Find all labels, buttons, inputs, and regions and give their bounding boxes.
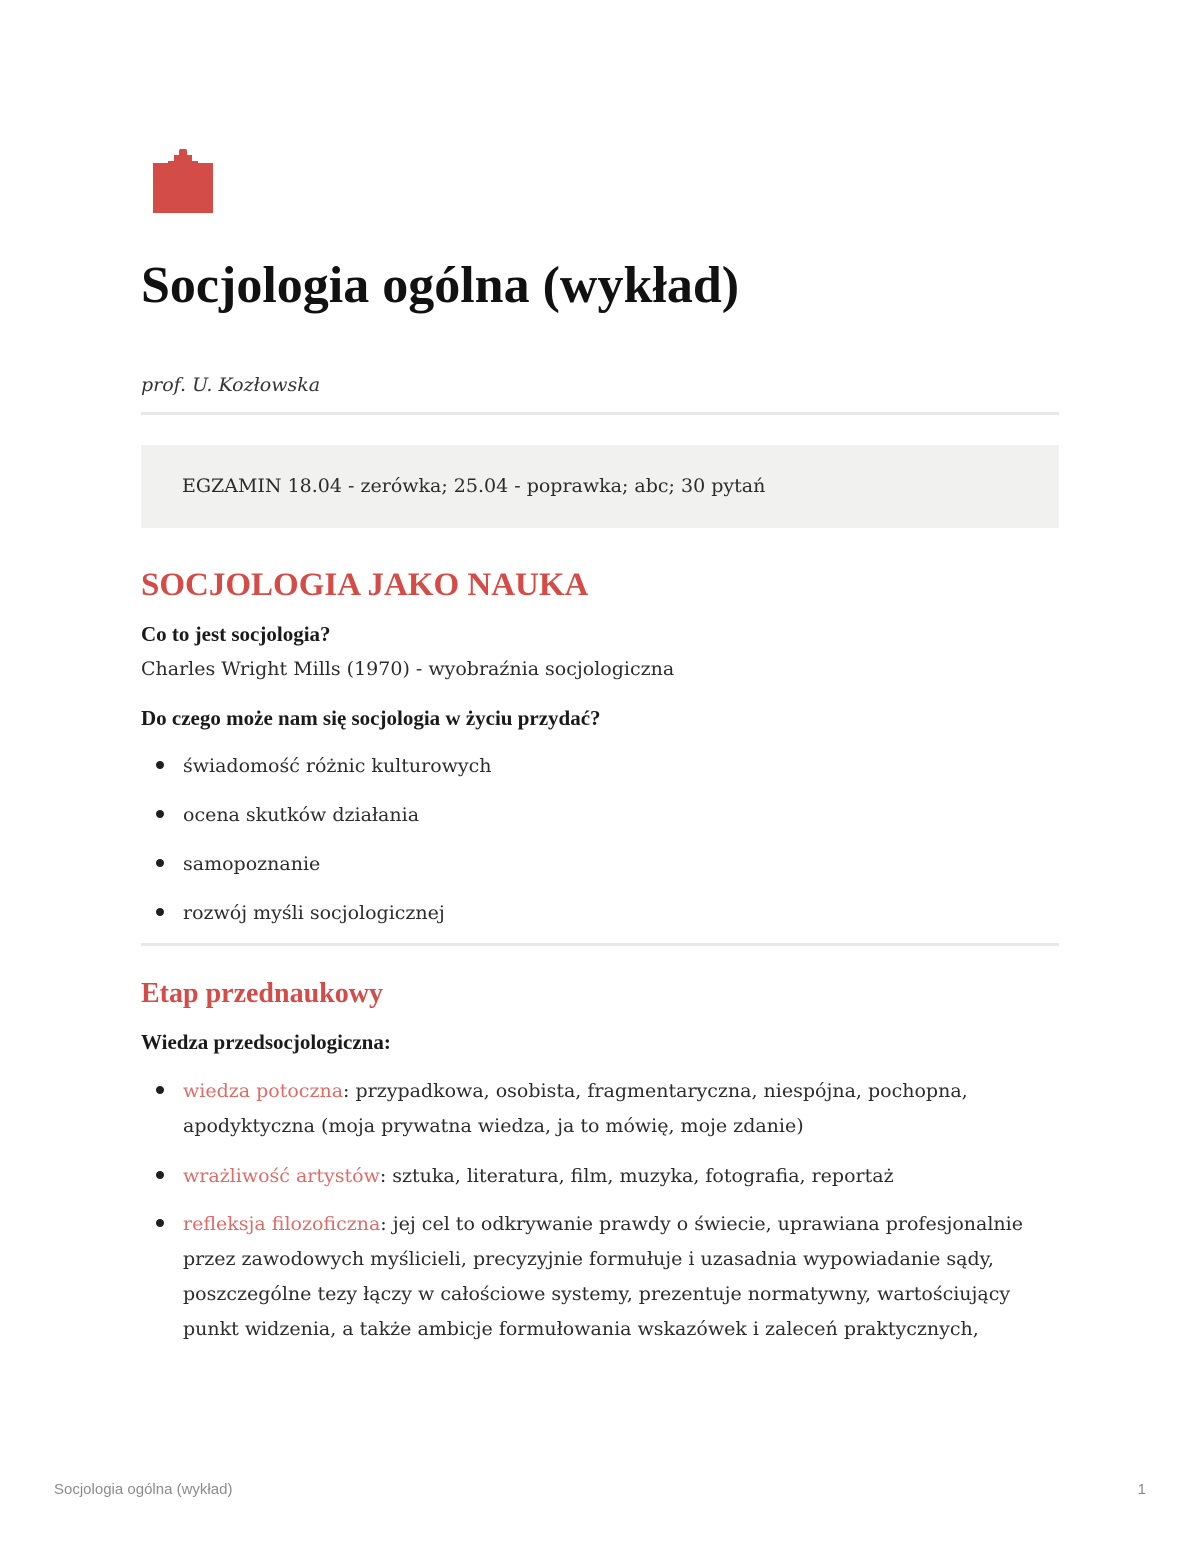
- term-wrazliwosc-artystow: wrażliwość artystów: [183, 1165, 380, 1187]
- exam-callout: [141, 445, 1059, 528]
- divider: [141, 412, 1059, 415]
- page-title: Socjologia ogólna (wykład): [141, 257, 740, 314]
- question-what-is-sociology: Co to jest socjologia?: [141, 622, 331, 646]
- answer-mills: Charles Wright Mills (1970) - wyobraźnia socjologiczna: [141, 658, 675, 680]
- list-item-text: samopoznanie: [183, 853, 321, 875]
- section-heading-etap-przednaukowy: Etap przednaukowy: [141, 978, 383, 1009]
- term-description: : przypadkowa, osobista, fragmentaryczna, niespójna, pochopna, apodyktyczna (moja prywatna wiedza, ja to mówię, moje zdanie): [183, 1080, 968, 1137]
- author-line: prof. U. Kozłowska: [141, 374, 321, 396]
- list-item-text: [183, 1074, 1043, 1144]
- list-item-text: świadomość różnic kulturowych: [183, 755, 492, 777]
- list-item-text: [183, 1159, 1043, 1194]
- bullet-dot: [156, 1171, 164, 1179]
- term-description: : jej cel to odkrywanie prawdy o świecie, uprawiana profesjonalnie przez zawodowych myślicieli, precyzyjnie formułuje i uzasadnia wypowiadanie sądy, poszczególne tezy łączy w całościowe systemy, prezentuje normatywny, wartościujący punkt widzenia, a także ambicje formułowania wskazówek i zaleceń praktycznych,: [183, 1213, 1023, 1340]
- bullet-dot: [156, 1219, 164, 1227]
- bullet-dot: [156, 810, 164, 818]
- term-description: : sztuka, literatura, film, muzyka, fotografia, reportaż: [379, 1165, 894, 1187]
- clipboard-icon: [152, 147, 214, 214]
- list-item-text: ocena skutków działania: [183, 804, 420, 826]
- bullet-dot: [156, 1086, 164, 1094]
- divider: [141, 943, 1059, 946]
- list-item-text: rozwój myśli socjologicznej: [183, 902, 445, 924]
- section-heading-socjologia-jako-nauka: SOCJOLOGIA JAKO NAUKA: [141, 567, 589, 603]
- footer-title: Socjologia ogólna (wykład): [54, 1481, 233, 1498]
- page-number: 1: [1137, 1481, 1146, 1498]
- bullet-dot: [156, 908, 164, 916]
- term-refleksja-filozoficzna: refleksja filozoficzna: [183, 1213, 381, 1235]
- bullet-dot: [156, 859, 164, 867]
- callout-text: EGZAMIN 18.04 - zerówka; 25.04 - poprawka; abc; 30 pytań: [182, 475, 766, 497]
- list-item-text: [183, 1207, 1043, 1347]
- subheading-wiedza-przedsocjologiczna: Wiedza przedsocjologiczna:: [141, 1030, 391, 1054]
- term-wiedza-potoczna: wiedza potoczna: [183, 1080, 344, 1102]
- bullet-dot: [156, 761, 164, 769]
- question-usefulness: Do czego może nam się socjologia w życiu przydać?: [141, 706, 601, 730]
